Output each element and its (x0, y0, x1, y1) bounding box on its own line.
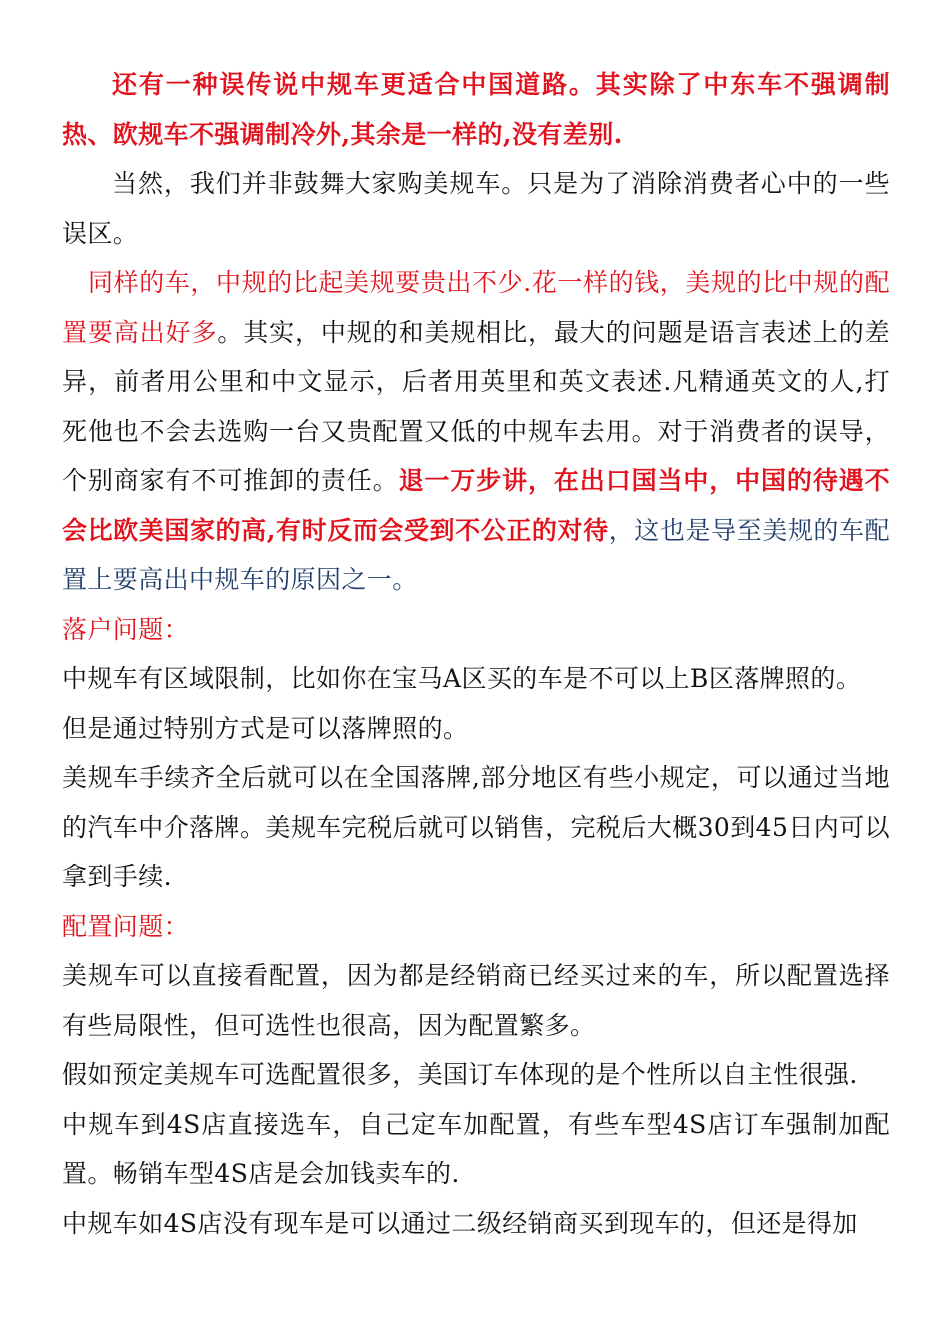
export-treatment-text: 退一万步讲，在出口国当中，中国的待遇不会比欧美国家的高,有时反而会受到不公正的对待 (62, 466, 890, 545)
language-difference-text: 。其实，中规的和美规相比，最大的问题是语言表述上的差异，前者用公里和中文显示，后者用英里和英文表述.凡精通英文的人,打死他也不会去选购一台又贵配置又低的中规车去用。对于消费者的误导，个别商家有不可推卸的责任。 (62, 317, 890, 495)
paragraph-price-comparison (62, 258, 890, 605)
document-body (62, 60, 890, 1248)
price-highlight-text: 同样的车，中规的比起美规要贵出不少.花一样的钱，美规的比中规的配置要高出好多 (62, 268, 890, 347)
paragraph-us-config: 美规车可以直接看配置，因为都是经销商已经买过来的车，所以配置选择有些局限性，但可选性也很高，因为配置繁多。 (62, 961, 890, 1040)
paragraph-region-limit: 中规车有区域限制，比如你在宝马A区买的车是不可以上B区落牌照的。 (62, 664, 862, 693)
heading-registration: 落户问题： (62, 614, 190, 644)
reason-text: ，这也是导至美规的车配置上要高出中规车的原因之一。 (62, 515, 890, 594)
paragraph-cn-4s-store: 中规车到4S店直接选车，自己定车加配置，有些车型4S店订车强制加配置。畅销车型4S店是会加钱卖车的. (62, 1109, 890, 1188)
paragraph-special-method: 但是通过特别方式是可以落牌照的。 (62, 713, 469, 743)
paragraph-us-order: 假如预定美规车可选配置很多，美国订车体现的是个性所以自主性很强. (62, 1060, 858, 1089)
paragraph-myth-roads: 还有一种误传说中规车更适合中国道路。其实除了中东车不强调制热、欧规车不强调制冷外,其余是一样的,没有差别. (62, 70, 890, 149)
paragraph-clarification: 当然，我们并非鼓舞大家购美规车。只是为了消除消费者心中的一些误区。 (62, 169, 890, 248)
paragraph-us-registration: 美规车手续齐全后就可以在全国落牌,部分地区有些小规定，可以通过当地的汽车中介落牌。美规车完税后就可以销售，完税后大概30到45日内可以拿到手续. (62, 763, 890, 891)
heading-configuration: 配置问题： (62, 911, 190, 941)
paragraph-cn-dealer: 中规车如4S店没有现车是可以通过二级经销商买到现车的，但还是得加 (62, 1208, 858, 1238)
